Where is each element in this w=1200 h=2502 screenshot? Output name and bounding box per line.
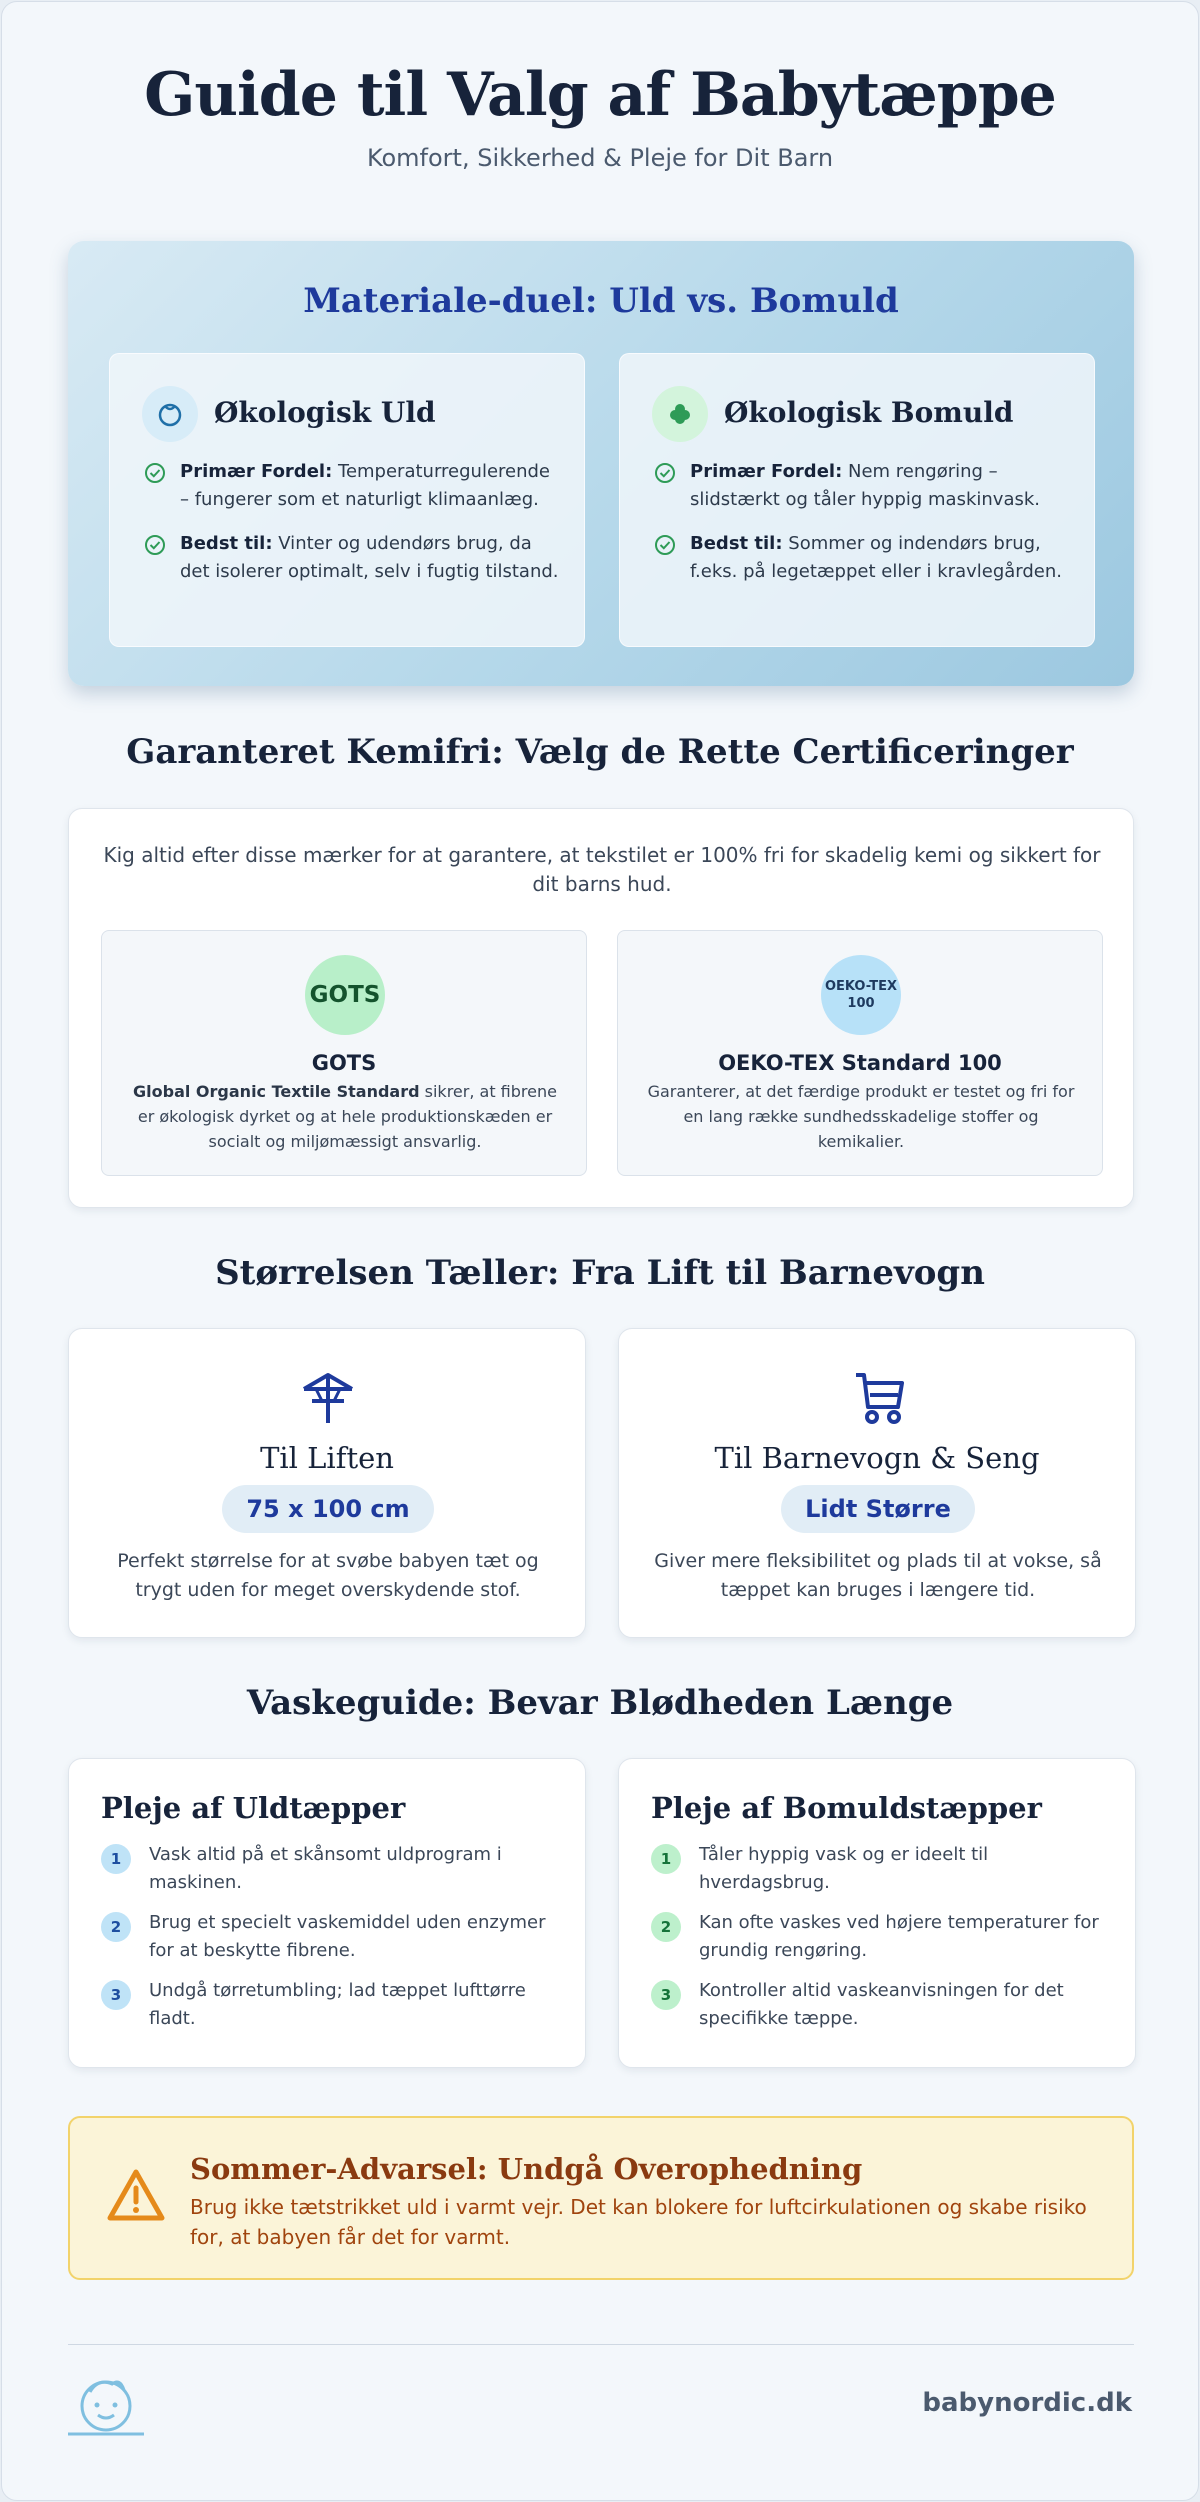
cotton-card [619,353,1095,647]
oekotex-description: Garanterer, at det færdige produkt er testet og fri for en lang række sundhedsskadelige stoffer og kemikalier. [647,1082,1075,1151]
size-badge: 75 x 100 cm [222,1485,434,1533]
step-text: Vask altid på et skånsomt uldprogram i maskinen. [149,1844,502,1893]
materials-section [68,241,1134,686]
sizes-heading: Størrelsen Tæller: Fra Lift til Barnevogn [215,1253,985,1293]
step-number: 1 [101,1844,131,1874]
warning-triangle-icon [106,2168,166,2222]
step-number: 2 [651,1912,681,1942]
care-step [101,1977,561,2033]
gots-badge: GOTS [305,955,385,1035]
oekotex-badge-line2: 100 [847,996,875,1011]
cotton-icon [652,386,708,442]
bassinet-icon [298,1367,358,1427]
step-number: 2 [101,1912,131,1942]
baby-face-logo [68,2374,144,2438]
item-label: Bedst til: [690,533,783,554]
page-title: Guide til Valg af Babytæppe [144,60,1056,130]
wool-title: Økologisk Uld [214,396,436,429]
gots-text: sikrer, at fibrene er økologisk dyrket og at hele produktionskæden er socialt og miljømæssigt ansvarlig. [137,1082,557,1151]
page [1,1,1199,2501]
size-badge: Lidt Større [781,1485,975,1533]
check-icon [144,534,166,556]
summer-warning [68,2116,1134,2280]
step-text: Undgå tørretumbling; lad tæppet lufttørre fladt. [149,1980,526,2029]
care-step [651,1977,1111,2033]
step-number: 1 [651,1844,681,1874]
step-text: Tåler hyppig vask og er ideelt til hverdagsbrug. [699,1844,989,1893]
cotton-care-title: Pleje af Bomuldstæpper [651,1791,1042,1825]
care-step [101,1841,561,1897]
size-card-title: Til Liften [260,1441,394,1475]
item-label: Primær Fordel: [180,461,333,482]
item-label: Bedst til: [180,533,273,554]
materials-heading: Materiale-duel: Uld vs. Bomuld [303,281,899,321]
wool-card [109,353,585,647]
gots-title: GOTS [311,1051,377,1075]
wool-care-card [68,1758,586,2068]
certifications-heading: Garanteret Kemifri: Vælg de Rette Certificeringer [126,732,1074,772]
oekotex-title: OEKO-TEX Standard 100 [718,1051,1002,1075]
size-card-title: Til Barnevogn & Seng [714,1441,1040,1475]
size-card-description: Giver mere fleksibilitet og plads til at vokse, så tæppet kan bruges i længere tid. [654,1550,1102,1601]
oekotex-badge [821,955,901,1035]
step-text: Kan ofte vaskes ved højere temperaturer for grundig rengøring. [699,1912,1099,1961]
wool-benefit [144,458,564,514]
footer-divider [68,2344,1134,2345]
item-text: Temperaturregulerende – fungerer som et naturligt klimaanlæg. [180,461,551,510]
warning-text: Brug ikke tætstrikket uld i varmt vejr. Det kan blokere for luftcirkulationen og skabe risiko for, at babyen får det for varmt. [190,2195,1087,2249]
oekotex-badge-line1: OEKO-TEX [825,979,897,994]
footer-domain[interactable]: babynordic.dk [922,2388,1132,2418]
item-text: Sommer og indendørs brug, f.eks. på legetæppet eller i kravlegården. [690,533,1063,582]
gots-fullname: Global Organic Textile Standard [133,1082,420,1101]
item-text: Nem rengøring – slidstærkt og tåler hyppig maskinvask. [690,461,1041,510]
check-icon [654,462,676,484]
care-step [651,1841,1111,1897]
wool-icon [142,386,198,442]
wool-best-for [144,530,564,586]
oekotex-card [617,930,1103,1176]
size-card-stroller [618,1328,1136,1638]
step-text: Brug et specielt vaskemiddel uden enzymer for at beskytte fibrene. [149,1912,546,1961]
step-number: 3 [651,1980,681,2010]
warning-title: Sommer-Advarsel: Undgå Overophedning [190,2152,863,2186]
check-icon [144,462,166,484]
certifications-panel [68,808,1134,1208]
cotton-best-for [654,530,1074,586]
size-card-lift [68,1328,586,1638]
item-label: Primær Fordel: [690,461,843,482]
stroller-icon [848,1367,908,1427]
check-icon [654,534,676,556]
care-step [101,1909,561,1965]
cotton-title: Økologisk Bomuld [724,396,1014,429]
step-text: Kontroller altid vaskeanvisningen for det specifikke tæppe. [699,1980,1064,2029]
step-number: 3 [101,1980,131,2010]
item-text: Vinter og udendørs brug, da det isolerer optimalt, selv i fugtig tilstand. [180,533,559,582]
gots-description [126,1079,564,1154]
page-subtitle: Komfort, Sikkerhed & Pleje for Dit Barn [366,144,834,172]
cotton-benefit [654,458,1074,514]
gots-card [101,930,587,1176]
certifications-intro: Kig altid efter disse mærker for at garantere, at tekstilet er 100% fri for skadelig kemi og sikkert for dit barns hud. [103,843,1101,896]
wool-care-title: Pleje af Uldtæpper [101,1791,406,1825]
care-step [651,1909,1111,1965]
washing-heading: Vaskeguide: Bevar Blødheden Længe [246,1683,954,1723]
cotton-care-card [618,1758,1136,2068]
size-card-description: Perfekt størrelse for at svøbe babyen tæt og trygt uden for meget overskydende stof. [117,1550,539,1601]
